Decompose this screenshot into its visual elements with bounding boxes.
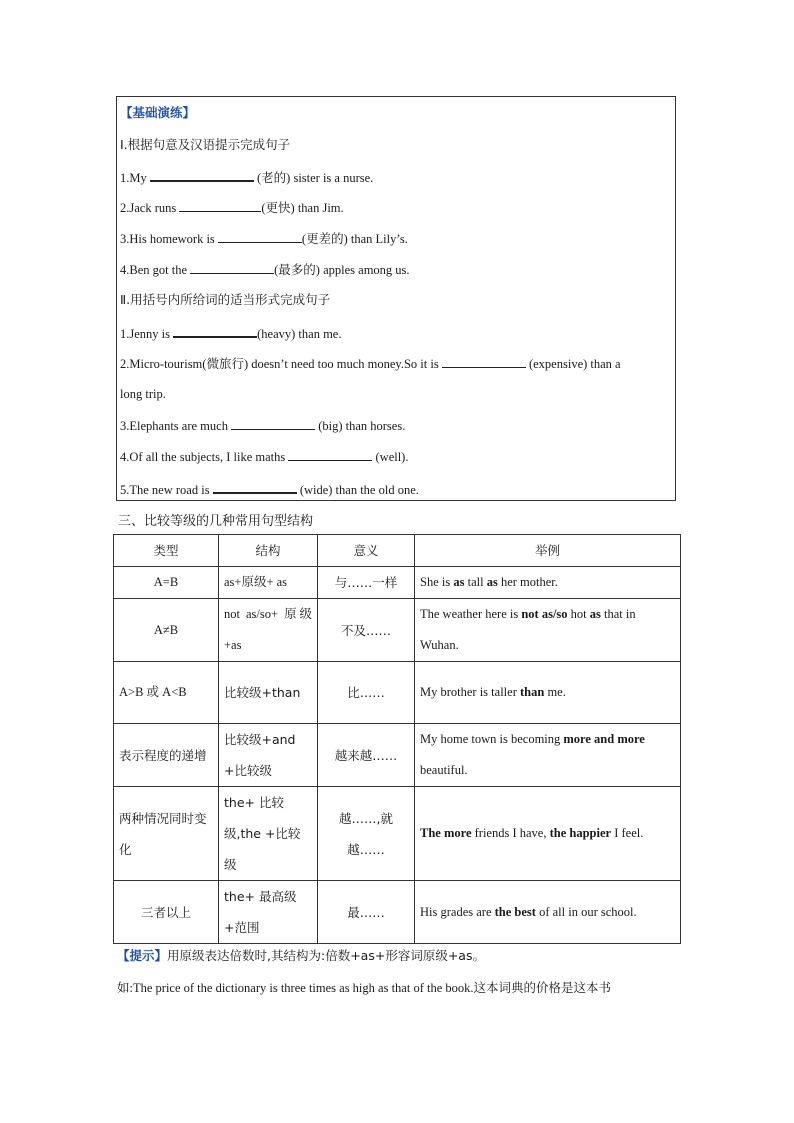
answer-blank[interactable] [231, 417, 315, 430]
part2-item-1: 1.Jenny is (heavy) than me. [120, 324, 341, 342]
tip-example: 如:The price of the dictionary is three times as high as that of the book.这本词典的价格是这本书 [117, 981, 612, 995]
answer-blank[interactable] [213, 480, 297, 494]
table-row [114, 881, 681, 944]
answer-blank[interactable] [218, 230, 302, 243]
table-header-row [114, 535, 681, 567]
header-cell: 结构 [219, 535, 318, 567]
header-cell: 举例 [415, 535, 681, 567]
answer-blank[interactable] [173, 324, 257, 338]
answer-blank[interactable] [288, 448, 372, 461]
example-cell: His grades are the best of all in our school. [415, 881, 681, 944]
answer-blank[interactable] [150, 168, 254, 182]
table-row [114, 599, 681, 662]
structure-cell: 比较级+than [219, 662, 318, 724]
answer-blank[interactable] [442, 355, 526, 368]
answer-blank[interactable] [190, 261, 274, 274]
header-cell: 类型 [114, 535, 219, 567]
practice-box [116, 96, 676, 501]
structure-cell: not as/so+ 原级 +as [219, 599, 318, 662]
part2-title: Ⅱ.用括号内所给词的适当形式完成句子 [120, 292, 331, 307]
table-row [114, 724, 681, 787]
table-row [114, 662, 681, 724]
practice-title: 【基础演练】 [120, 105, 196, 120]
header-cell: 意义 [318, 535, 415, 567]
meaning-cell: 最…… [318, 881, 415, 944]
example-cell: She is as tall as her mother. [415, 567, 681, 599]
part1-item-4: 4.Ben got the (最多的) apples among us. [120, 263, 410, 277]
tip-note [117, 946, 485, 964]
type-cell: A=B [114, 567, 219, 599]
answer-blank[interactable] [179, 199, 261, 212]
structure-cell: the+ 比较级,the +比较级 [219, 787, 318, 881]
type-cell: 两种情况同时变化 [114, 787, 219, 881]
structure-cell: as+原级+ as [219, 567, 318, 599]
meaning-cell: 越来越…… [318, 724, 415, 787]
example-cell: My home town is becoming more and more beautiful. [415, 724, 681, 787]
part1-title: Ⅰ.根据句意及汉语提示完成句子 [120, 137, 291, 152]
meaning-cell: 越……,就越…… [318, 787, 415, 881]
tip-text: 用原级表达倍数时,其结构为:倍数+as+形容词原级+as。 [167, 948, 485, 963]
meaning-cell: 与……一样 [318, 567, 415, 599]
example-cell: My brother is taller than me. [415, 662, 681, 724]
table-row [114, 567, 681, 599]
part1-item-3: 3.His homework is (更差的) than Lily’s. [120, 232, 408, 246]
part1-item-2: 2.Jack runs (更快) than Jim. [120, 201, 344, 215]
part2-item-3: 3.Elephants are much (big) than horses. [120, 419, 406, 433]
example-cell: The weather here is not as/so hot as that in Wuhan. [415, 599, 681, 662]
type-cell: 表示程度的递增 [114, 724, 219, 787]
table-row [114, 787, 681, 881]
structure-cell: 比较级+and +比较级 [219, 724, 318, 787]
meaning-cell: 不及…… [318, 599, 415, 662]
part2-item-2-cont: long trip. [120, 387, 166, 401]
part2-item-2: 2.Micro-tourism(微旅行) doesn’t need too much money.So it is (expensive) than a [120, 357, 621, 371]
section-heading: 三、比较等级的几种常用句型结构 [118, 514, 314, 529]
type-cell: A>B 或 A<B [114, 662, 219, 724]
structure-cell: the+ 最高级+范围 [219, 881, 318, 944]
part1-item-1: 1.My (老的) sister is a nurse. [120, 168, 373, 186]
type-cell: 三者以上 [114, 881, 219, 944]
part2-item-4: 4.Of all the subjects, I like maths (well). [120, 450, 409, 464]
tip-tag: 【提示】 [117, 948, 168, 963]
meaning-cell: 比…… [318, 662, 415, 724]
type-cell: A≠B [114, 599, 219, 662]
part2-item-5: 5.The new road is (wide) than the old one. [120, 480, 419, 498]
example-cell: The more friends I have, the happier I feel. [415, 787, 681, 881]
comparison-table [113, 534, 681, 944]
